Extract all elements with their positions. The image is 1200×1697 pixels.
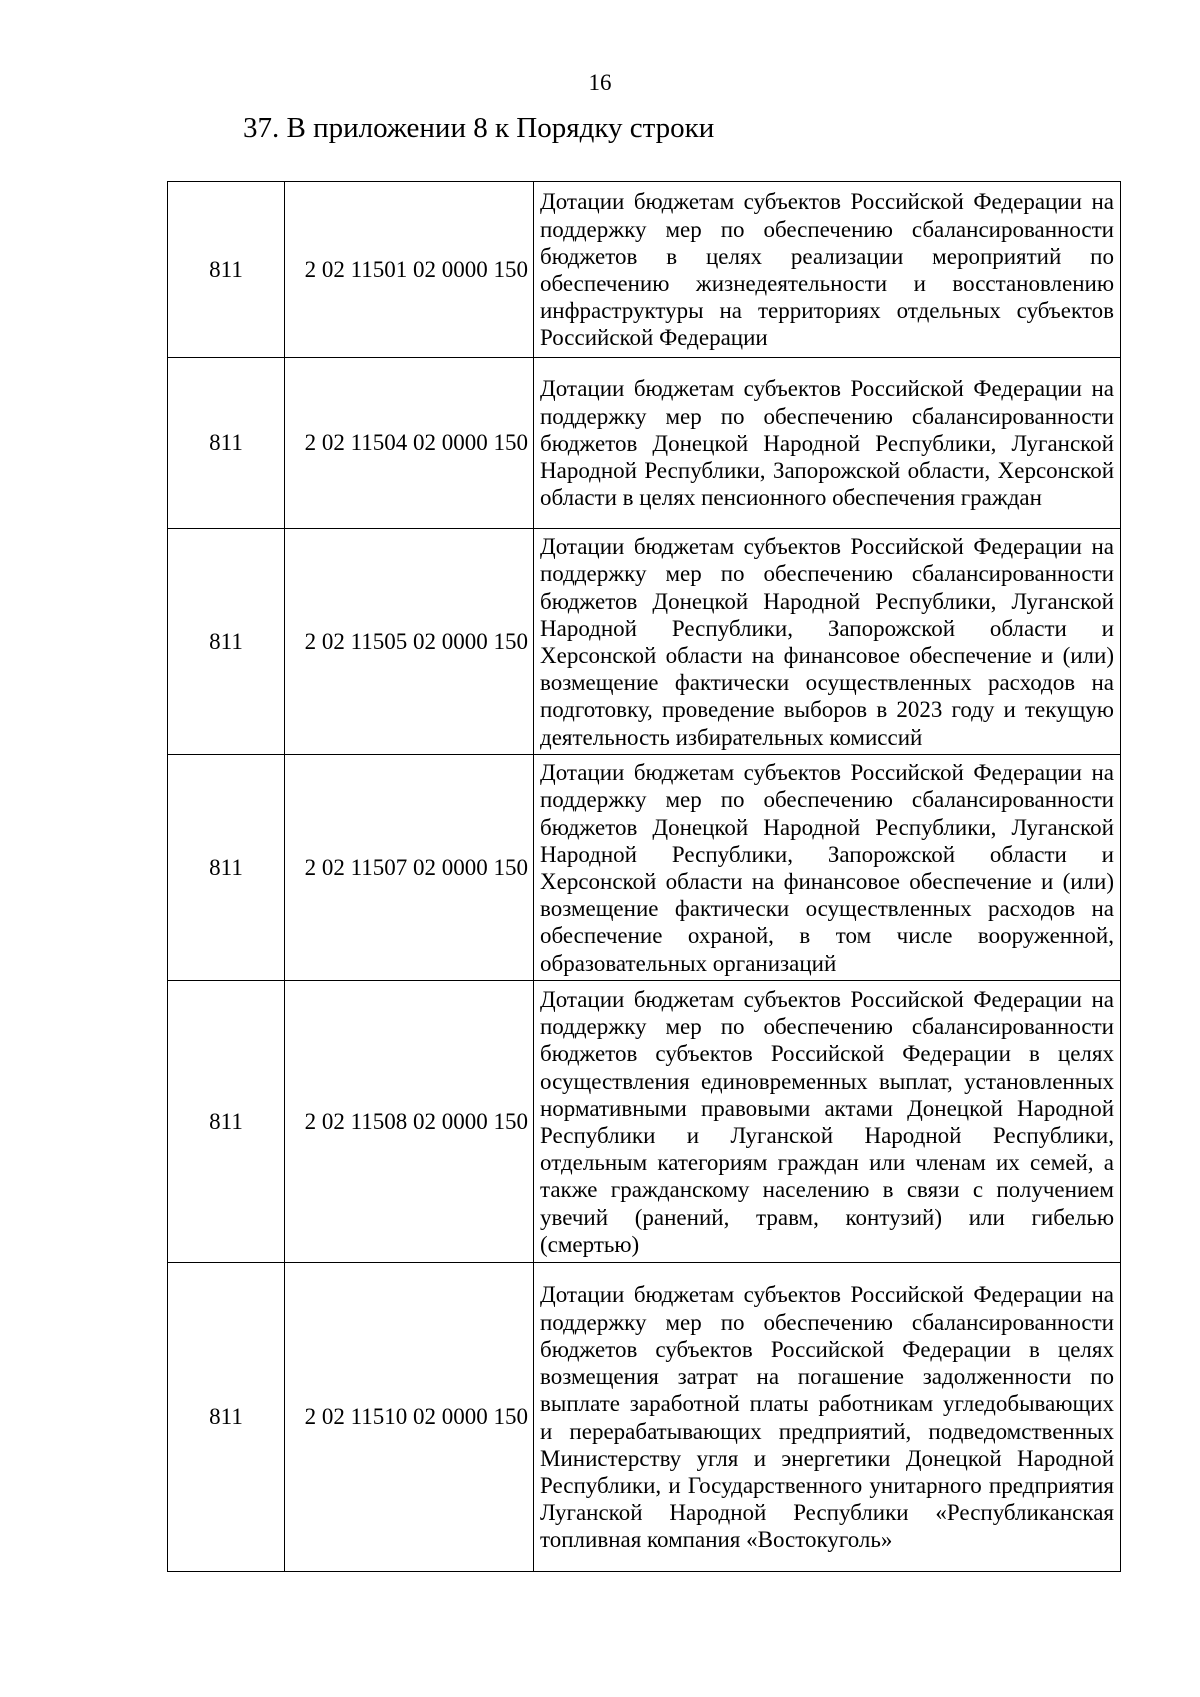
admin-code-cell: 811 (168, 981, 285, 1263)
admin-code-cell: 811 (168, 755, 285, 981)
kbk-code-cell: 2 02 11505 02 0000 150 (285, 529, 534, 755)
kbk-code-cell: 2 02 11508 02 0000 150 (285, 981, 534, 1263)
description-cell: Дотации бюджетам субъектов Российской Федерации на поддержку мер по обеспечению сбалансированности бюджетов в целях реализации мероприятий по обеспечению жизнедеятельности и восстановлению инфраструктуры на территориях отдельных субъектов Российской Федерации (534, 182, 1121, 358)
admin-code-cell: 811 (168, 1263, 285, 1572)
admin-code-cell: 811 (168, 182, 285, 358)
description-cell: Дотации бюджетам субъектов Российской Федерации на поддержку мер по обеспечению сбалансированности бюджетов Донецкой Народной Республики, Луганской Народной Республики, Запорожской области и Херсонской области на финансовое обеспечение и (или) возмещение фактически осуществленных расходов на подготовку, проведение выборов в 2023 году и текущую деятельность избирательных комиссий (534, 529, 1121, 755)
kbk-code-cell: 2 02 11501 02 0000 150 (285, 182, 534, 358)
description-cell: Дотации бюджетам субъектов Российской Федерации на поддержку мер по обеспечению сбалансированности бюджетов Донецкой Народной Республики, Луганской Народной Республики, Запорожской области, Херсонской области в целях пенсионного обеспечения граждан (534, 358, 1121, 529)
table-row (168, 529, 1121, 755)
kbk-code-cell: 2 02 11504 02 0000 150 (285, 358, 534, 529)
admin-code-cell: 811 (168, 529, 285, 755)
admin-code-cell: 811 (168, 358, 285, 529)
kbk-code-cell: 2 02 11507 02 0000 150 (285, 755, 534, 981)
description-cell: Дотации бюджетам субъектов Российской Федерации на поддержку мер по обеспечению сбалансированности бюджетов субъектов Российской Федерации в целях возмещения затрат на погашение задолженности по выплате заработной платы работникам угледобывающих и перерабатывающих предприятий, подведомственных Министерству угля и энергетики Донецкой Народной Республики, и Государственного унитарного предприятия Луганской Народной Республики «Республиканская топливная компания «Востокуголь» (534, 1263, 1121, 1572)
table-row (168, 981, 1121, 1263)
page-number: 16 (588, 70, 612, 95)
table-row (168, 182, 1121, 358)
table-row (168, 755, 1121, 981)
kbk-code-cell: 2 02 11510 02 0000 150 (285, 1263, 534, 1572)
table-row (168, 358, 1121, 529)
description-cell: Дотации бюджетам субъектов Российской Федерации на поддержку мер по обеспечению сбалансированности бюджетов Донецкой Народной Республики, Луганской Народной Республики, Запорожской области и Херсонской области на финансовое обеспечение и (или) возмещение фактически осуществленных расходов на обеспечение охраной, в том числе вооруженной, образовательных организаций (534, 755, 1121, 981)
description-cell: Дотации бюджетам субъектов Российской Федерации на поддержку мер по обеспечению сбалансированности бюджетов субъектов Российской Федерации в целях осуществления единовременных выплат, установленных нормативными правовыми актами Донецкой Народной Республики и Луганской Народной Республики, отдельным категориям граждан или членам их семей, а также гражданскому населению в связи с получением увечий (ранений, травм, контузий) или гибелью (смертью) (534, 981, 1121, 1263)
section-heading: 37. В приложении 8 к Порядку строки (243, 112, 715, 144)
budget-codes-table (167, 181, 1121, 1572)
table-row (168, 1263, 1121, 1572)
